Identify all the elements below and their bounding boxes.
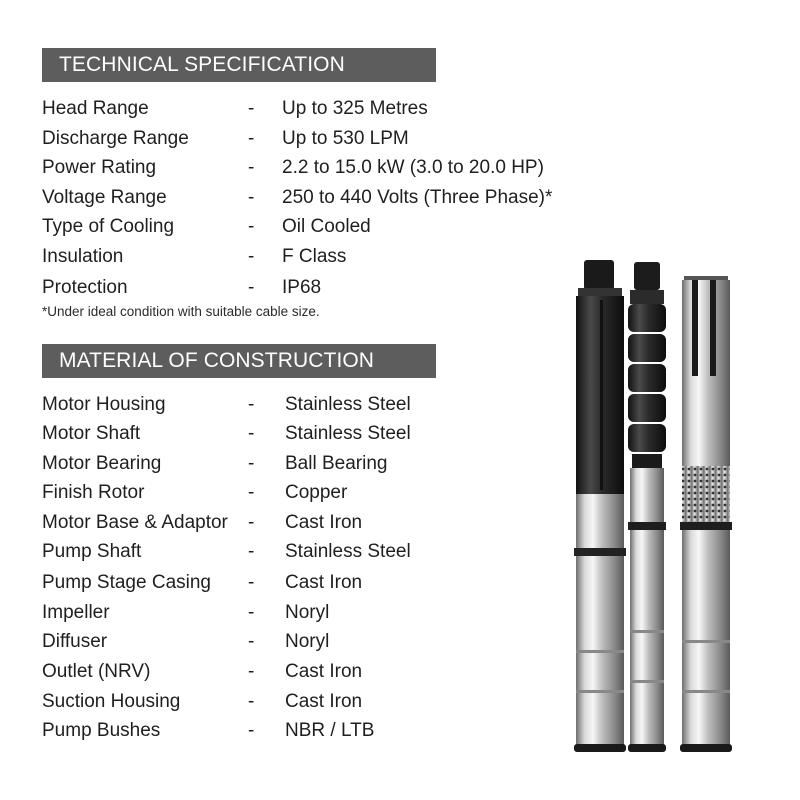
spec-value: Up to 530 LPM	[282, 128, 409, 149]
pump-right	[680, 276, 732, 752]
material-label: Suction Housing	[42, 691, 181, 712]
material-value: Noryl	[285, 602, 330, 623]
spec-value: IP68	[282, 277, 322, 298]
spec-value: Oil Cooled	[282, 216, 371, 237]
material-value: Stainless Steel	[285, 423, 411, 444]
spec-label: Protection	[42, 277, 128, 298]
spec-footnote: *Under ideal condition with suitable cable size.	[42, 304, 320, 319]
spec-separator: -	[248, 128, 255, 149]
technical-specification-header: TECHNICAL SPECIFICATION	[42, 48, 436, 82]
material-separator: -	[248, 602, 255, 623]
material-label: Pump Bushes	[42, 720, 161, 741]
material-value: Noryl	[285, 631, 330, 652]
material-value: Stainless Steel	[285, 394, 411, 415]
material-label: Motor Housing	[42, 394, 166, 415]
pump-middle	[628, 262, 666, 752]
material-label: Motor Bearing	[42, 453, 162, 474]
material-separator: -	[248, 572, 255, 593]
material-label: Motor Shaft	[42, 423, 141, 444]
material-separator: -	[248, 720, 255, 741]
material-value: Copper	[285, 482, 348, 503]
material-label: Pump Shaft	[42, 541, 142, 562]
spec-label: Discharge Range	[42, 128, 189, 149]
spec-separator: -	[248, 157, 255, 178]
spec-value: 2.2 to 15.0 kW (3.0 to 20.0 HP)	[282, 157, 544, 178]
material-value: Cast Iron	[285, 572, 363, 593]
material-separator: -	[248, 691, 255, 712]
material-label: Impeller	[42, 602, 110, 623]
material-label: Diffuser	[42, 631, 108, 652]
material-separator: -	[248, 453, 255, 474]
material-label: Outlet (NRV)	[42, 661, 151, 682]
material-value: Cast Iron	[285, 512, 363, 533]
spec-label: Type of Cooling	[42, 216, 175, 237]
spec-separator: -	[248, 98, 255, 119]
spec-label: Insulation	[42, 246, 124, 267]
pump-left	[574, 260, 626, 752]
material-separator: -	[248, 661, 255, 682]
material-value: Cast Iron	[285, 661, 363, 682]
material-label: Finish Rotor	[42, 482, 145, 503]
material-separator: -	[248, 423, 255, 444]
material-label: Pump Stage Casing	[42, 572, 211, 593]
material-of-construction-header: MATERIAL OF CONSTRUCTION	[42, 344, 436, 378]
material-value: NBR / LTB	[285, 720, 375, 741]
spec-label: Power Rating	[42, 157, 157, 178]
material-separator: -	[248, 541, 255, 562]
material-separator: -	[248, 631, 255, 652]
material-separator: -	[248, 394, 255, 415]
spec-separator: -	[248, 187, 255, 208]
submersible-pump-icon	[560, 250, 800, 770]
spec-separator: -	[248, 277, 255, 298]
material-value: Cast Iron	[285, 691, 363, 712]
material-separator: -	[248, 512, 255, 533]
spec-separator: -	[248, 246, 255, 267]
spec-label: Head Range	[42, 98, 149, 119]
spec-label: Voltage Range	[42, 187, 167, 208]
spec-separator: -	[248, 216, 255, 237]
material-separator: -	[248, 482, 255, 503]
spec-value: Up to 325 Metres	[282, 98, 428, 119]
spec-value: F Class	[282, 246, 347, 267]
material-label: Motor Base & Adaptor	[42, 512, 228, 533]
spec-value: 250 to 440 Volts (Three Phase)*	[282, 187, 553, 208]
material-value: Stainless Steel	[285, 541, 411, 562]
material-value: Ball Bearing	[285, 453, 388, 474]
